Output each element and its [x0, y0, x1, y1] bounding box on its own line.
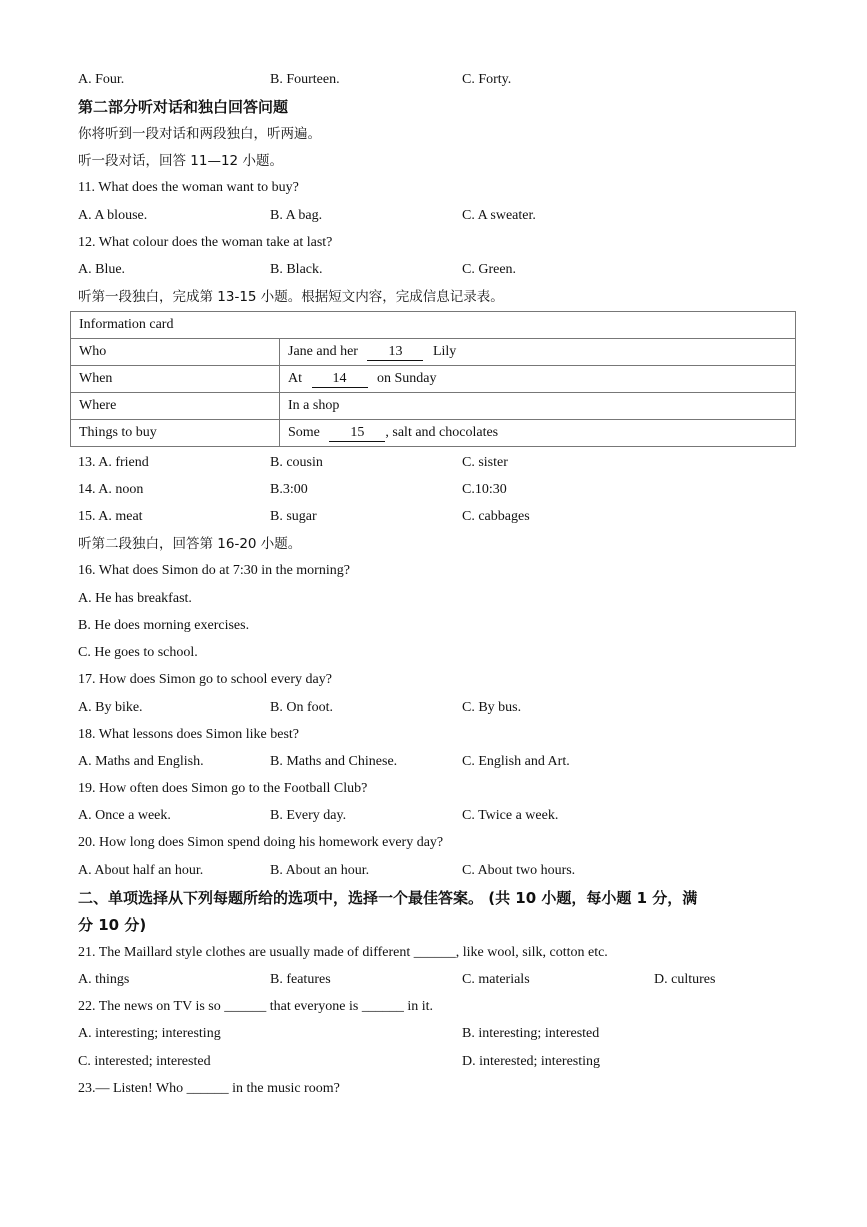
q22-option-c: C. interested; interested	[78, 1054, 211, 1069]
table-row	[71, 420, 796, 447]
q17-option-a: A. By bike.	[78, 700, 143, 715]
part2-heading: 第二部分听对话和独白回答问题	[78, 98, 289, 116]
q19-option-c: C. Twice a week.	[462, 808, 559, 823]
question-17-stem: 17. How does Simon go to school every day?	[78, 672, 332, 687]
q22-option-a: A. interesting; interesting	[78, 1026, 221, 1041]
question-12-stem: 12. What colour does the woman take at last?	[78, 235, 333, 250]
table-row	[71, 312, 796, 339]
q21-option-c: C. materials	[462, 972, 530, 987]
table-row	[71, 339, 796, 366]
q13-option-a: 13. A. friend	[78, 455, 149, 470]
q11-option-b: B. A bag.	[270, 208, 323, 223]
q15-option-c: C. cabbages	[462, 509, 530, 524]
row-key: Who	[71, 339, 280, 366]
q22-option-d: D. interested; interesting	[462, 1054, 601, 1069]
answer-blank-13: 13	[367, 344, 423, 361]
q17-option-c: C. By bus.	[462, 700, 522, 715]
q15-option-b: B. sugar	[270, 509, 317, 524]
q17-option-b: B. On foot.	[270, 700, 333, 715]
q20-option-a: A. About half an hour.	[78, 863, 204, 878]
q16-option-c: C. He goes to school.	[78, 645, 198, 660]
dialogue-intro: 听一段对话，回答 11—12 小题。	[78, 153, 283, 169]
question-16-stem: 16. What does Simon do at 7:30 in the morning?	[78, 563, 350, 578]
question-20-stem: 20. How long does Simon spend doing his homework every day?	[78, 835, 444, 850]
question-19-stem: 19. How often does Simon go to the Football Club?	[78, 781, 368, 796]
part2-intro: 你将听到一段对话和两段独白，听两遍。	[78, 126, 321, 142]
row-key: Things to buy	[71, 420, 280, 447]
row-value: Some 15 , salt and chocolates	[280, 420, 796, 447]
row-value: Jane and her 13 Lily	[280, 339, 796, 366]
q19-option-a: A. Once a week.	[78, 808, 171, 823]
q18-option-b: B. Maths and Chinese.	[270, 754, 398, 769]
monologue2-intro: 听第二段独白，回答第 16-20 小题。	[78, 536, 302, 552]
q11-option-c: C. A sweater.	[462, 208, 536, 223]
q13-option-c: C. sister	[462, 455, 508, 470]
row-key: When	[71, 366, 280, 393]
q20-option-b: B. About an hour.	[270, 863, 370, 878]
q20-option-c: C. About two hours.	[462, 863, 576, 878]
q16-option-a: A. He has breakfast.	[78, 591, 192, 606]
question-22-stem: 22. The news on TV is so ______ that everyone is ______ in it.	[78, 999, 434, 1014]
row-value: In a shop	[280, 393, 796, 420]
section2-heading-line2: 分 10 分)	[78, 916, 147, 934]
question-21-stem: 21. The Maillard style clothes are usually made of different ______, like wool, silk, cotton etc.	[78, 945, 608, 960]
question-11-stem: 11. What does the woman want to buy?	[78, 180, 299, 195]
q22-option-b: B. interesting; interested	[462, 1026, 600, 1041]
option-b: B. Fourteen.	[270, 72, 340, 87]
table-title: Information card	[71, 312, 796, 339]
table-row	[71, 393, 796, 420]
section2-heading-line1: 二、单项选择从下列每题所给的选项中，选择一个最佳答案。 (共 10 小题，每小题 1 分，满	[78, 889, 698, 907]
q11-option-a: A. A blouse.	[78, 208, 148, 223]
q18-option-c: C. English and Art.	[462, 754, 570, 769]
q18-option-a: A. Maths and English.	[78, 754, 204, 769]
information-card-table	[70, 311, 796, 447]
answer-blank-14: 14	[312, 371, 368, 388]
q21-option-d: D. cultures	[654, 972, 716, 987]
q21-option-b: B. features	[270, 972, 331, 987]
row-key: Where	[71, 393, 280, 420]
q19-option-b: B. Every day.	[270, 808, 347, 823]
q14-option-a: 14. A. noon	[78, 482, 144, 497]
question-23-stem: 23.— Listen! Who ______ in the music room?	[78, 1081, 340, 1096]
answer-blank-15: 15	[329, 425, 385, 442]
q14-option-b: B.3:00	[270, 482, 308, 497]
q15-option-a: 15. A. meat	[78, 509, 143, 524]
option-a: A. Four.	[78, 72, 125, 87]
q16-option-b: B. He does morning exercises.	[78, 618, 250, 633]
table-row	[71, 366, 796, 393]
q14-option-c: C.10:30	[462, 482, 507, 497]
option-c: C. Forty.	[462, 72, 512, 87]
q13-option-b: B. cousin	[270, 455, 323, 470]
q12-option-c: C. Green.	[462, 262, 517, 277]
row-value: At 14 on Sunday	[280, 366, 796, 393]
monologue1-intro: 听第一段独白，完成第 13-15 小题。根据短文内容，完成信息记录表。	[78, 289, 504, 305]
q12-option-a: A. Blue.	[78, 262, 126, 277]
q12-option-b: B. Black.	[270, 262, 323, 277]
question-18-stem: 18. What lessons does Simon like best?	[78, 727, 299, 742]
q21-option-a: A. things	[78, 972, 130, 987]
